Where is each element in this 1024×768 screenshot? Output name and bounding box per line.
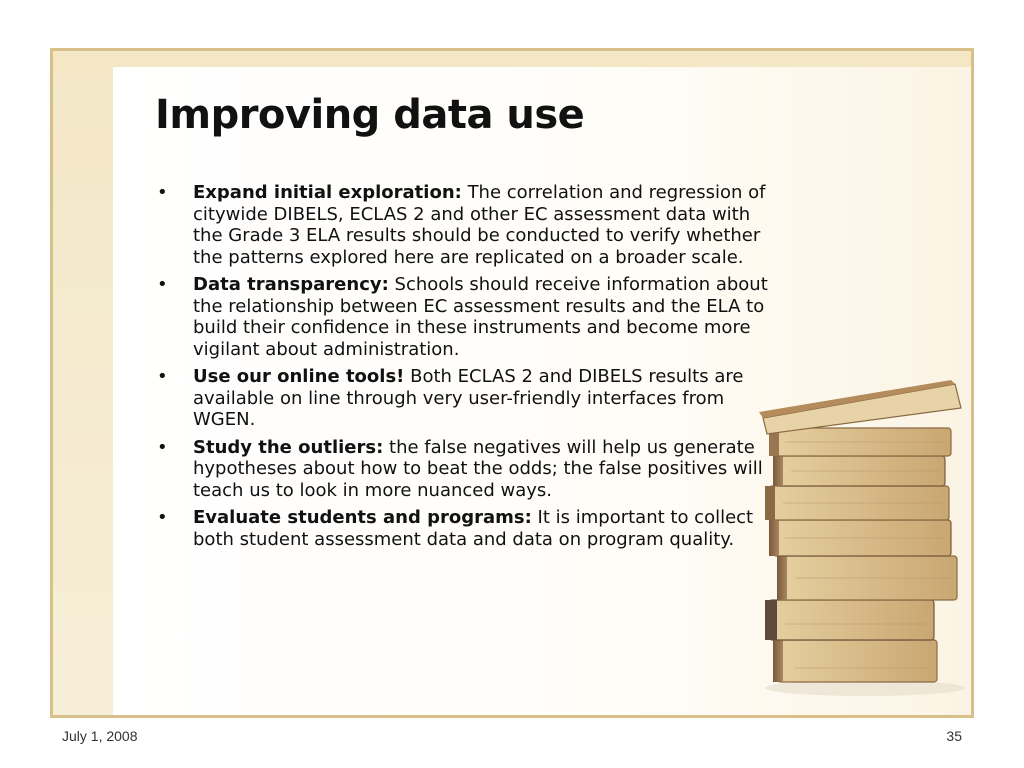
- book-stack-icon: [755, 378, 970, 698]
- bullet-symbol: •: [157, 182, 168, 203]
- bullet-list: [155, 182, 775, 556]
- bullet-text: Schools should receive information about the relationship between EC assessment results and the ELA to build their confidence in these instruments and become more vigilant about administration.: [193, 274, 768, 360]
- bullet-symbol: •: [157, 366, 168, 387]
- bullet-symbol: •: [157, 507, 168, 528]
- slide-title: Improving data use: [155, 92, 585, 138]
- bullet-item: [155, 182, 775, 268]
- bullet-symbol: •: [157, 436, 168, 458]
- bullet-heading: Study the outliers:: [193, 436, 384, 458]
- bullet-item: [155, 437, 775, 502]
- page-number: 35: [946, 728, 962, 744]
- bullet-text: the false negatives will help us generate hypotheses about how to beat the odds; the false positives will teach us to look in more nuanced ways.: [193, 436, 763, 501]
- bullet-text: The correlation and regression of citywide DIBELS, ECLAS 2 and other EC assessment data with the Grade 3 ELA results should be conducted to verify whether the patterns explored here are replicated on a broader scale.: [193, 182, 766, 268]
- bullet-heading: Expand initial exploration:: [193, 182, 462, 203]
- bullet-item: [155, 274, 775, 360]
- bullet-item: [155, 366, 775, 431]
- bullet-text: Both ECLAS 2 and DIBELS results are available on line through very user-friendly interfaces from WGEN.: [193, 366, 744, 430]
- bullet-heading: Use our online tools!: [193, 366, 405, 387]
- bullet-heading: Evaluate students and programs:: [193, 507, 532, 528]
- footer-date: July 1, 2008: [62, 728, 138, 744]
- bullet-symbol: •: [157, 274, 168, 295]
- bullet-text: It is important to collect both student assessment data and data on program quality.: [193, 507, 754, 550]
- bullet-item: [155, 507, 775, 550]
- bullet-heading: Data transparency:: [193, 274, 389, 295]
